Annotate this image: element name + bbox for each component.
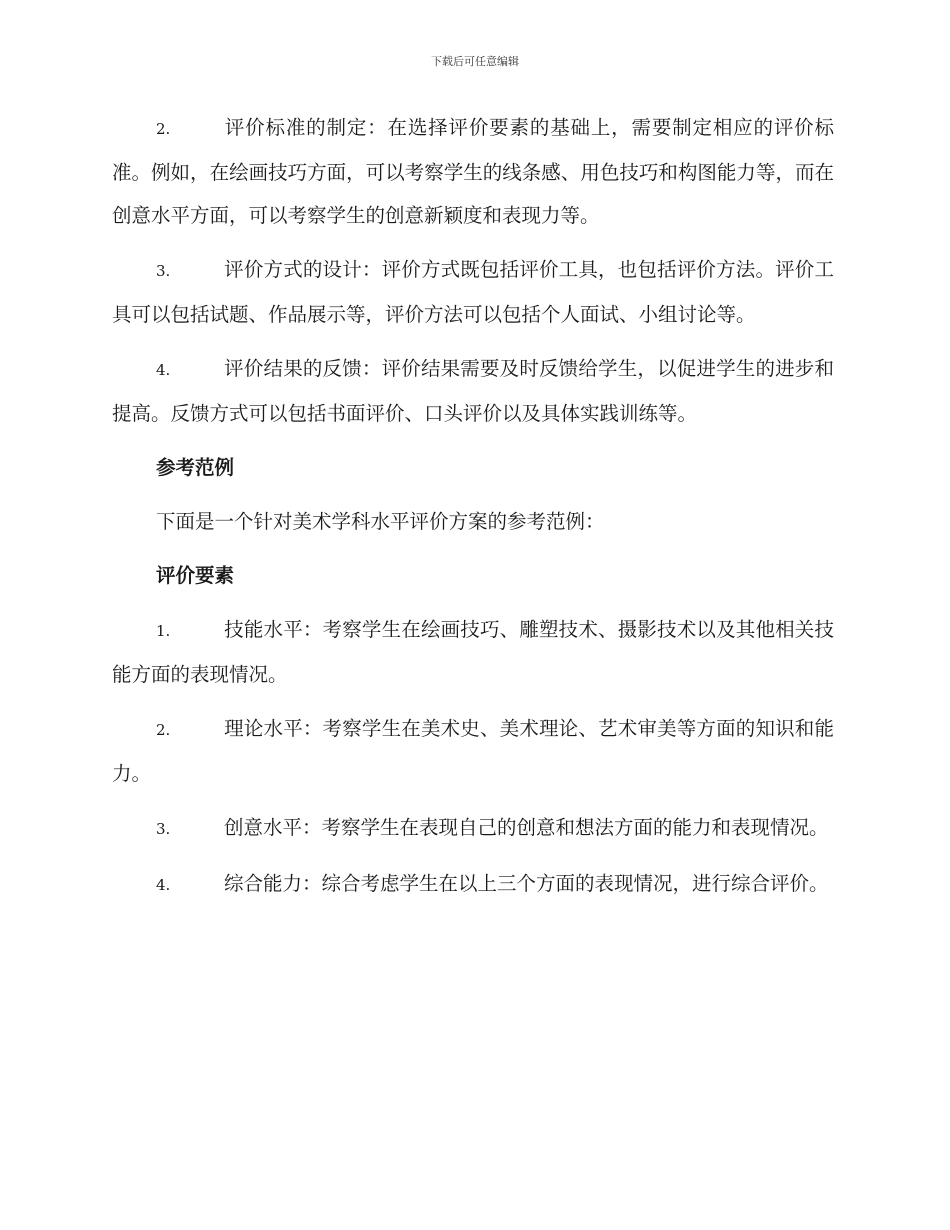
list-number: 2. (156, 120, 171, 138)
list-text: 创意水平：考察学生在表现自己的创意和想法方面的能力和表现情况。 (224, 816, 829, 839)
reference-intro: 下面是一个针对美术学科水平评价方案的参考范例： (156, 510, 605, 533)
list-text: 综合能力：综合考虑学生在以上三个方面的表现情况，进行综合评价。 (224, 872, 829, 895)
list-number: 2. (156, 721, 171, 739)
list-item (112, 248, 834, 336)
list-number: 4. (156, 876, 171, 894)
list-text: 理论水平：考察学生在美术史、美术理论、艺术审美等方面的知识和能力。 (112, 717, 834, 785)
list-item (112, 806, 834, 851)
list-text: 评价方式的设计：评价方式既包括评价工具，也包括评价方法。评价工具可以包括试题、作品展示等，评价方法可以包括个人面试、小组讨论等。 (112, 258, 834, 326)
list-number: 3. (156, 820, 171, 838)
elements-heading: 评价要素 (156, 564, 235, 587)
list-number: 3. (156, 262, 171, 280)
list-item (112, 347, 834, 435)
list-text: 评价结果的反馈：评价结果需要及时反馈给学生，以促进学生的进步和提高。反馈方式可以包括书面评价、口头评价以及具体实践训练等。 (112, 357, 834, 425)
list-number: 1. (156, 622, 171, 640)
list-text: 评价标准的制定：在选择评价要素的基础上，需要制定相应的评价标准。例如，在绘画技巧方面，可以考察学生的线条感、用色技巧和构图能力等，而在创意水平方面，可以考察学生的创意新颖度和表现力等。 (112, 116, 834, 227)
reference-heading: 参考范例 (156, 456, 235, 479)
page-header-note: 下载后可任意编辑 (431, 55, 519, 68)
list-text: 技能水平：考察学生在绘画技巧、雕塑技术、摄影技术以及其他相关技能方面的表现情况。 (112, 618, 834, 686)
document-body (112, 106, 834, 918)
list-number: 4. (156, 361, 171, 379)
list-item (112, 106, 834, 237)
list-item (112, 862, 834, 907)
list-item (112, 707, 834, 795)
list-item (112, 608, 834, 696)
